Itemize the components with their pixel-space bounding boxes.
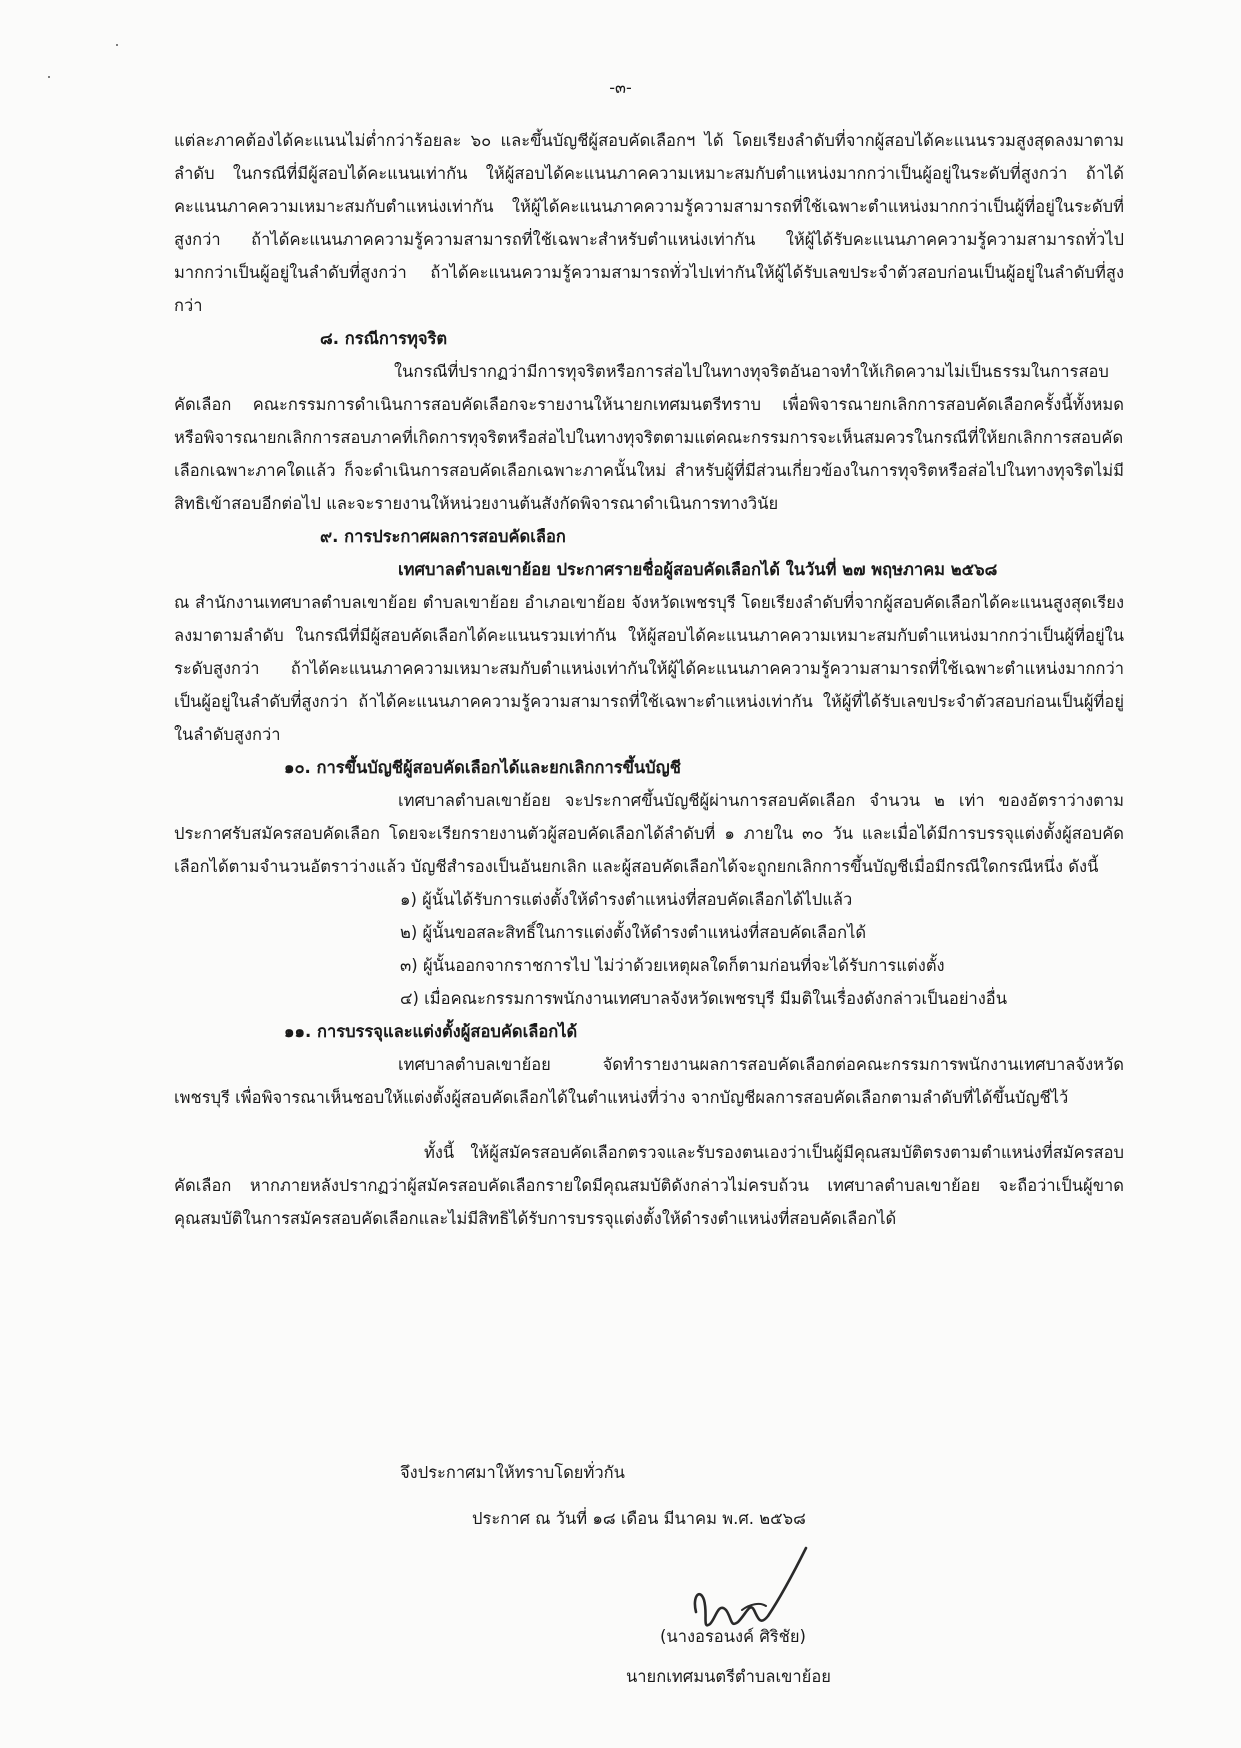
- section-heading-8: ๘. กรณีการทุจริต: [320, 329, 448, 348]
- list-item: ๓) ผู้นั้นออกจากราชการไป ไม่ว่าด้วยเหตุผลใดก็ตามก่อนที่จะได้รับการแต่งตั้ง: [400, 956, 945, 975]
- paragraph-score-ranking: แต่ละภาคต้องได้คะแนนไม่ต่ำกว่าร้อยละ ๖๐ และขึ้นบัญชีผู้สอบคัดเลือกฯ ได้ โดยเรียงลำดับที่จากผู้สอบได้คะแนนรวมสูงสุดลงมาตามลำดับ ในกรณีที่มีผู้สอบได้คะแนนเท่ากัน ให้ผู้สอบได้คะแนนภาคความเหมาะสมกับตำแหน่งมากกว่าเป็นผู้อยู่ในระดับที่สูงกว่า ถ้าได้คะแนนภาคความเหมาะสมกับตำแหน่งเท่ากัน ให้ผู้ได้คะแนนภาคความรู้ความสามารถที่ใช้เฉพาะตำแหน่งมากกว่าเป็นผู้ที่อยู่ในระดับที่สูงกว่า ถ้าได้คะแนนภาคความรู้ความสามารถที่ใช้เฉพาะสำหรับตำแหน่งเท่ากัน ให้ผู้ได้รับคะแนนภาคความรู้ความสามารถทั่วไปมากกว่าเป็นผู้อยู่ในลำดับที่สูงกว่า ถ้าได้คะแนนความรู้ความสามารถทั่วไปเท่ากันให้ผู้ได้รับเลขประจำตัวสอบก่อนเป็นผู้อยู่ในลำดับที่สูงกว่า: [174, 131, 1124, 315]
- closing-statement: จึงประกาศมาให้ทราบโดยทั่วกัน: [400, 1463, 625, 1482]
- spacer: [174, 1114, 1124, 1136]
- paragraph-fraud: ในกรณีที่ปรากฏว่ามีการทุจริตหรือการส่อไปในทางทุจริตอันอาจทำให้เกิดความไม่เป็นธรรมในการสอบคัดเลือก คณะกรรมการดำเนินการสอบคัดเลือกจะรายงานให้นายกเทศมนตรีทราบ เพื่อพิจารณายกเลิกการสอบคัดเลือกครั้งนี้ทั้งหมด หรือพิจารณายกเลิกการสอบภาคที่เกิดการทุจริตหรือส่อไปในทางทุจริตตามแต่คณะกรรมการจะเห็นสมควรในกรณีที่ให้ยกเลิกการสอบคัดเลือกเฉพาะภาคใดแล้ว ก็จะดำเนินการสอบคัดเลือกเฉพาะภาคนั้นใหม่ สำหรับผู้ที่มีส่วนเกี่ยวข้องในการทุจริตหรือส่อไปในทางทุจริตไม่มีสิทธิเข้าสอบอีกต่อไป และจะรายงานให้หน่วยงานต้นสังกัดพิจารณาดำเนินการทางวินัย: [174, 362, 1124, 513]
- paragraph-certification: ทั้งนี้ ให้ผู้สมัครสอบคัดเลือกตรวจและรับรองตนเองว่าเป็นผู้มีคุณสมบัติตรงตามตำแหน่งที่สมัครสอบคัดเลือก หากภายหลังปรากฏว่าผู้สมัครสอบคัดเลือกรายใดมีคุณสมบัติดังกล่าวไม่ครบถ้วน เทศบาลตำบลเขาย้อย จะถือว่าเป็นผู้ขาดคุณสมบัติในการสมัครสอบคัดเลือกและไม่มีสิทธิได้รับการบรรจุแต่งตั้งให้ดำรงตำแหน่งที่สอบคัดเลือกได้: [174, 1143, 1124, 1228]
- section-heading-11: ๑๑. การบรรจุและแต่งตั้งผู้สอบคัดเลือกได้: [284, 1022, 578, 1041]
- list-item: ๒) ผู้นั้นขอสละสิทธิ์ในการแต่งตั้งให้ดำรงตำแหน่งที่สอบคัดเลือกได้: [400, 923, 867, 942]
- signer-title: นายกเทศมนตรีตำบลเขาย้อย: [626, 1667, 831, 1686]
- paragraph-listing: เทศบาลตำบลเขาย้อย จะประกาศขึ้นบัญชีผู้ผ่านการสอบคัดเลือก จำนวน ๒ เท่า ของอัตราว่างตามประกาศรับสมัครสอบคัดเลือก โดยจะเรียกรายงานตัวผู้สอบคัดเลือกได้ลำดับที่ ๑ ภายใน ๓๐ วัน และเมื่อได้มีการบรรจุแต่งตั้งผู้สอบคัดเลือกได้ตามจำนวนอัตราว่างแล้ว บัญชีสำรองเป็นอันยกเลิก และผู้สอบคัดเลือกได้จะถูกยกเลิกการขึ้นบัญชีเมื่อมีกรณีใดกรณีหนึ่ง ดังนี้: [174, 791, 1124, 876]
- page-number: -๓-: [609, 78, 632, 97]
- signer-name: (นางอรอนงค์ ศิริชัย): [660, 1627, 806, 1646]
- document-body: [174, 124, 1124, 1235]
- list-item: ๔) เมื่อคณะกรรมการพนักงานเทศบาลจังหวัดเพชรบุรี มีมติในเรื่องดังกล่าวเป็นอย่างอื่น: [400, 989, 1007, 1008]
- section-heading-9: ๙. การประกาศผลการสอบคัดเลือก: [320, 527, 566, 546]
- announce-date: ประกาศ ณ วันที่ ๑๘ เดือน มีนาคม พ.ศ. ๒๕๖๘: [472, 1509, 806, 1528]
- paragraph-appointment: เทศบาลตำบลเขาย้อย จัดทำรายงานผลการสอบคัดเลือกต่อคณะกรรมการพนักงานเทศบาลจังหวัดเพชรบุรี เพื่อพิจารณาเห็นชอบให้แต่งตั้งผู้สอบคัดเลือกได้ในตำแหน่งที่ว่าง จากบัญชีผลการสอบคัดเลือกตามลำดับที่ได้ขึ้นบัญชีไว้: [174, 1055, 1124, 1107]
- scan-speck: [116, 44, 118, 46]
- cancellation-conditions-list: [400, 883, 1124, 1015]
- paragraph-announcement: ณ สำนักงานเทศบาลตำบลเขาย้อย ตำบลเขาย้อย อำเภอเขาย้อย จังหวัดเพชรบุรี โดยเรียงลำดับที่จากผู้สอบคัดเลือกได้คะแนนสูงสุดเรียงลงมาตามลำดับ ในกรณีที่มีผู้สอบคัดเลือกได้คะแนนรวมเท่ากัน ให้ผู้สอบได้คะแนนภาคความเหมาะสมกับตำแหน่งมากกว่าเป็นผู้ที่อยู่ในระดับสูงกว่า ถ้าได้คะแนนภาคความเหมาะสมกับตำแหน่งเท่ากันให้ผู้ได้คะแนนภาคความรู้ความสามารถที่ใช้เฉพาะตำแหน่งมากกว่าเป็นผู้อยู่ในลำดับที่สูงกว่า ถ้าได้คะแนนภาคความรู้ความสามารถที่ใช้เฉพาะตำแหน่งเท่ากัน ให้ผู้ที่ได้รับเลขประจำตัวสอบก่อนเป็นผู้ที่อยู่ในลำดับสูงกว่า: [174, 593, 1124, 744]
- section-heading-10: ๑๐. การขึ้นบัญชีผู้สอบคัดเลือกได้และยกเลิกการขึ้นบัญชี: [284, 758, 681, 777]
- list-item: ๑) ผู้นั้นได้รับการแต่งตั้งให้ดำรงตำแหน่งที่สอบคัดเลือกได้ไปแล้ว: [400, 890, 853, 909]
- announcement-date-line: เทศบาลตำบลเขาย้อย ประกาศรายชื่อผู้สอบคัดเลือกได้ ในวันที่ ๒๗ พฤษภาคม ๒๕๖๘: [398, 560, 998, 579]
